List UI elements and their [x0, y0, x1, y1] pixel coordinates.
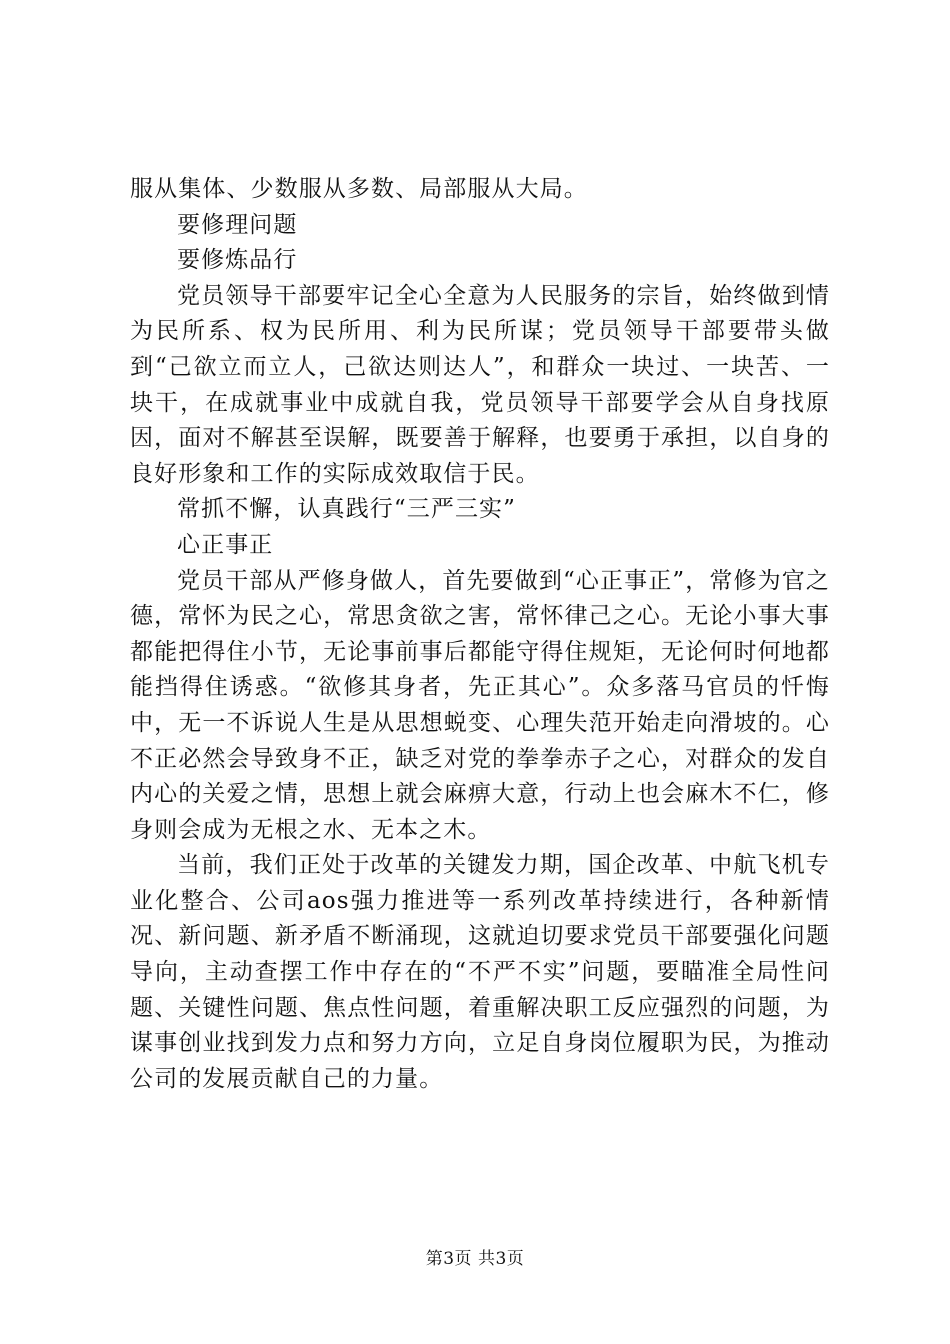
heading-fix-problems: 要修理问题	[177, 211, 298, 238]
paragraph-continuation: 服从集体、少数服从多数、局部服从大局。	[130, 176, 588, 202]
paragraph-reform-period: 当前，我们正处于改革的关键发力期，国企改革、中航飞机专业化整合、公司aos强力推进等一系列改革持续进行，各种新情况、新问题、新矛盾不断涌现，这就迫切要求党员干部要强化问题导向，主动查摆工作中存在的“不严不实”问题，要瞄准全局性问题、关键性问题、焦点性问题，着重解决职工反应强烈的问题，为谋事创业找到发力点和努力方向，立足自身岗位履职为民，为推动公司的发展贡献自己的力量。	[130, 852, 830, 1092]
heading-upright-mind: 心正事正	[177, 531, 274, 558]
heading-cultivate-character: 要修炼品行	[177, 247, 298, 274]
heading-three-stricts: 常抓不懈，认真践行“三严三实”	[177, 496, 517, 523]
paragraph-serve-people: 党员领导干部要牢记全心全意为人民服务的宗旨，始终做到情为民所系、权为民所用、利为民所谋；党员领导干部要带头做到“己欲立而立人，己欲达则达人”，和群众一块过、一块苦、一块干，在成就事业中成就自我，党员领导干部要学会从自身找原因，面对不解甚至误解，既要善于解释，也要勇于承担，以自身的良好形象和工作的实际成效取信于民。	[130, 282, 830, 487]
paragraph-self-cultivation: 党员干部从严修身做人，首先要做到“心正事正”，常修为官之德，常怀为民之心，常思贪欲之害，常怀律己之心。无论小事大事都能把得住小节，无论事前事后都能守得住规矩，无论何时何地都能挡得住诱惑。“欲修其身者，先正其心”。众多落马官员的忏悔中，无一不诉说人生是从思想蜕变、心理失范开始走向滑坡的。心不正必然会导致身不正，缺乏对党的拳拳赤子之心，对群众的发自内心的关爱之情，思想上就会麻痹大意，行动上也会麻木不仁，修身则会成为无根之水、无本之木。	[130, 567, 830, 843]
page-number-footer: 第3页 共3页	[425, 1249, 525, 1269]
document-body	[130, 172, 830, 1097]
